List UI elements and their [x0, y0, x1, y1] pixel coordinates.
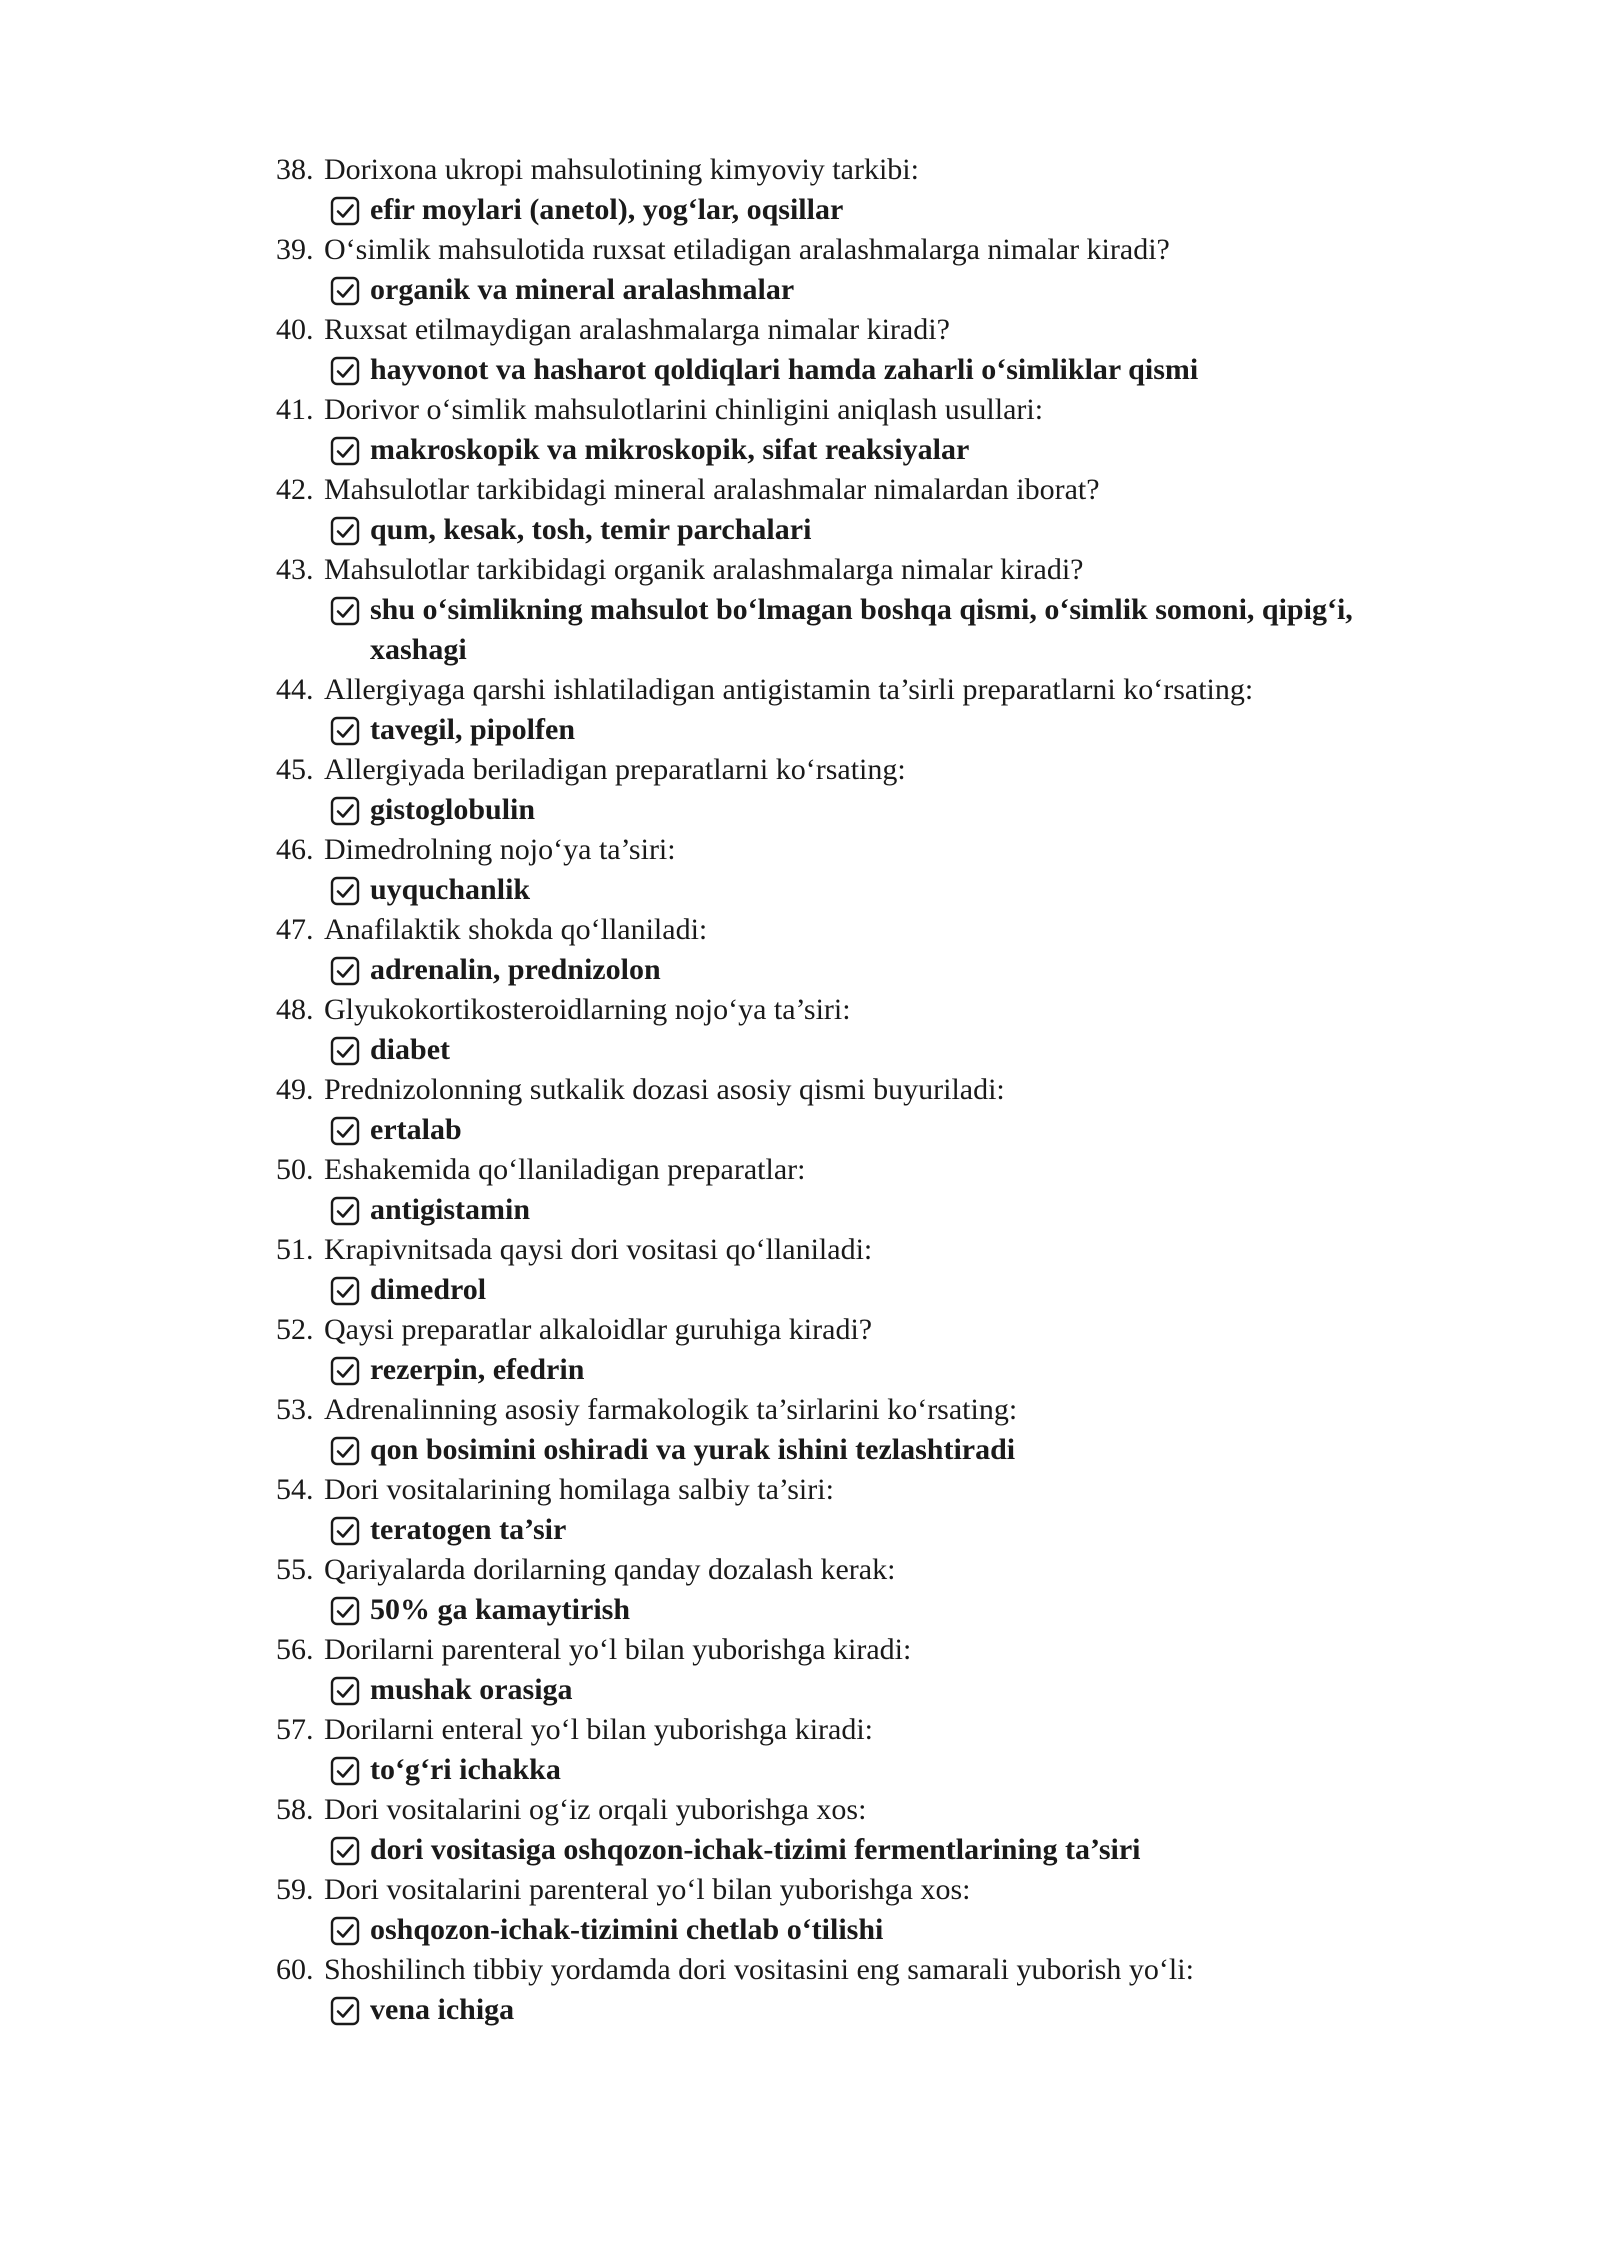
question-text: Dimedrolning nojo‘ya ta’siri:: [324, 833, 676, 866]
list-item: [0, 830, 1600, 910]
checked-checkbox-icon: [330, 1596, 360, 1626]
checked-checkbox-icon: [330, 196, 360, 226]
question-line: [0, 1470, 1600, 1510]
answer-line: [0, 1430, 1600, 1470]
question-text: Dori vositalarini og‘iz orqali yuborishga xos:: [324, 1793, 867, 1826]
question-text: Dorixona ukropi mahsulotining kimyoviy tarkibi:: [324, 153, 919, 186]
answer-line: [0, 1830, 1600, 1870]
answer-line: [0, 1110, 1600, 1150]
question-line: [0, 1230, 1600, 1270]
question-text: Dorilarni parenteral yo‘l bilan yuborishga kiradi:: [324, 1633, 912, 1666]
checked-checkbox-icon: [330, 716, 360, 746]
answer-line: [0, 1990, 1600, 2030]
question-number: 39.: [276, 233, 314, 266]
answer-text: vena ichiga: [370, 1993, 515, 2026]
checked-checkbox-icon: [330, 436, 360, 466]
question-line: [0, 230, 1600, 270]
list-item: [0, 470, 1600, 550]
answer-line: [0, 950, 1600, 990]
answer-text: shu o‘simlikning mahsulot bo‘lmagan boshqa qismi, o‘simlik somoni, qipig‘i, xashagi: [370, 593, 1353, 666]
question-line: [0, 1870, 1600, 1910]
question-number: 59.: [276, 1873, 314, 1906]
answer-line: [0, 1350, 1600, 1390]
list-item: [0, 1550, 1600, 1630]
answer-line: [0, 1670, 1600, 1710]
question-line: [0, 310, 1600, 350]
question-number: 47.: [276, 913, 314, 946]
question-line: [0, 550, 1600, 590]
question-text: Shoshilinch tibbiy yordamda dori vositasini eng samarali yuborish yo‘li:: [324, 1953, 1194, 1986]
answer-line: [0, 270, 1600, 310]
question-list: [0, 150, 1600, 2030]
checked-checkbox-icon: [330, 1196, 360, 1226]
answer-text: to‘g‘ri ichakka: [370, 1753, 561, 1786]
answer-text: organik va mineral aralashmalar: [370, 273, 795, 306]
question-text: Allergiyaga qarshi ishlatiladigan antigistamin ta’sirli preparatlarni ko‘rsating:: [324, 673, 1254, 706]
question-text: Dorilarni enteral yo‘l bilan yuborishga kiradi:: [324, 1713, 874, 1746]
question-number: 53.: [276, 1393, 314, 1426]
question-number: 49.: [276, 1073, 314, 1106]
question-line: [0, 910, 1600, 950]
question-number: 54.: [276, 1473, 314, 1506]
answer-line: [0, 790, 1600, 830]
question-text: Krapivnitsada qaysi dori vositasi qo‘llaniladi:: [324, 1233, 873, 1266]
question-line: [0, 390, 1600, 430]
question-line: [0, 1070, 1600, 1110]
question-line: [0, 1950, 1600, 1990]
question-number: 43.: [276, 553, 314, 586]
question-line: [0, 1630, 1600, 1670]
question-number: 45.: [276, 753, 314, 786]
answer-line: [0, 1190, 1600, 1230]
list-item: [0, 1390, 1600, 1470]
checked-checkbox-icon: [330, 596, 360, 626]
list-item: [0, 150, 1600, 230]
question-number: 58.: [276, 1793, 314, 1826]
question-number: 40.: [276, 313, 314, 346]
list-item: [0, 1230, 1600, 1310]
list-item: [0, 1470, 1600, 1550]
question-number: 46.: [276, 833, 314, 866]
question-line: [0, 1310, 1600, 1350]
list-item: [0, 1950, 1600, 2030]
question-number: 48.: [276, 993, 314, 1026]
list-item: [0, 1070, 1600, 1150]
answer-text: efir moylari (anetol), yog‘lar, oqsillar: [370, 193, 844, 226]
list-item: [0, 990, 1600, 1070]
checked-checkbox-icon: [330, 1036, 360, 1066]
answer-text: antigistamin: [370, 1193, 531, 1226]
question-line: [0, 1550, 1600, 1590]
question-line: [0, 750, 1600, 790]
answer-text: diabet: [370, 1033, 451, 1066]
checked-checkbox-icon: [330, 956, 360, 986]
answer-line: [0, 710, 1600, 750]
checked-checkbox-icon: [330, 1996, 360, 2026]
checked-checkbox-icon: [330, 796, 360, 826]
question-text: Anafilaktik shokda qo‘llaniladi:: [324, 913, 708, 946]
question-number: 60.: [276, 1953, 314, 1986]
list-item: [0, 1630, 1600, 1710]
answer-text: dimedrol: [370, 1273, 487, 1306]
question-line: [0, 470, 1600, 510]
list-item: [0, 750, 1600, 830]
question-line: [0, 1710, 1600, 1750]
checked-checkbox-icon: [330, 876, 360, 906]
list-item: [0, 1310, 1600, 1390]
question-text: Allergiyada beriladigan preparatlarni ko‘rsating:: [324, 753, 906, 786]
checked-checkbox-icon: [330, 1516, 360, 1546]
question-number: 57.: [276, 1713, 314, 1746]
checked-checkbox-icon: [330, 1916, 360, 1946]
question-number: 55.: [276, 1553, 314, 1586]
question-text: Ruxsat etilmaydigan aralashmalarga nimalar kiradi?: [324, 313, 950, 346]
question-text: Dori vositalarini parenteral yo‘l bilan yuborishga xos:: [324, 1873, 971, 1906]
answer-text: tavegil, pipolfen: [370, 713, 576, 746]
question-line: [0, 150, 1600, 190]
question-text: Dorivor o‘simlik mahsulotlarini chinligini aniqlash usullari:: [324, 393, 1044, 426]
answer-text: hayvonot va hasharot qoldiqlari hamda zaharli o‘simliklar qismi: [370, 353, 1199, 386]
checked-checkbox-icon: [330, 1116, 360, 1146]
answer-text: 50% ga kamaytirish: [370, 1593, 631, 1626]
answer-text: oshqozon-ichak-tizimini chetlab o‘tilishi: [370, 1913, 884, 1946]
question-line: [0, 830, 1600, 870]
answer-line: [0, 590, 1600, 670]
answer-text: qon bosimini oshiradi va yurak ishini tezlashtiradi: [370, 1433, 1016, 1466]
answer-text: uyquchanlik: [370, 873, 531, 906]
checked-checkbox-icon: [330, 276, 360, 306]
answer-line: [0, 1510, 1600, 1550]
answer-line: [0, 1910, 1600, 1950]
list-item: [0, 230, 1600, 310]
answer-text: qum, kesak, tosh, temir parchalari: [370, 513, 812, 546]
list-item: [0, 550, 1600, 670]
question-number: 41.: [276, 393, 314, 426]
question-number: 44.: [276, 673, 314, 706]
answer-line: [0, 430, 1600, 470]
question-text: Mahsulotlar tarkibidagi mineral aralashmalar nimalardan iborat?: [324, 473, 1100, 506]
question-line: [0, 990, 1600, 1030]
list-item: [0, 1790, 1600, 1870]
answer-line: [0, 350, 1600, 390]
answer-line: [0, 1590, 1600, 1630]
question-text: O‘simlik mahsulotida ruxsat etiladigan aralashmalarga nimalar kiradi?: [324, 233, 1170, 266]
checked-checkbox-icon: [330, 1676, 360, 1706]
question-line: [0, 1390, 1600, 1430]
question-number: 56.: [276, 1633, 314, 1666]
question-text: Qariyalarda dorilarning qanday dozalash kerak:: [324, 1553, 896, 1586]
checked-checkbox-icon: [330, 1436, 360, 1466]
answer-text: gistoglobulin: [370, 793, 536, 826]
answer-text: dori vositasiga oshqozon-ichak-tizimi fermentlarining ta’siri: [370, 1833, 1141, 1866]
question-text: Glyukokortikosteroidlarning nojo‘ya ta’siri:: [324, 993, 851, 1026]
question-number: 52.: [276, 1313, 314, 1346]
question-text: Prednizolonning sutkalik dozasi asosiy qismi buyuriladi:: [324, 1073, 1005, 1106]
answer-text: adrenalin, prednizolon: [370, 953, 661, 986]
list-item: [0, 310, 1600, 390]
question-number: 42.: [276, 473, 314, 506]
list-item: [0, 390, 1600, 470]
answer-text: rezerpin, efedrin: [370, 1353, 585, 1386]
checked-checkbox-icon: [330, 1276, 360, 1306]
list-item: [0, 1710, 1600, 1790]
answer-line: [0, 510, 1600, 550]
question-number: 50.: [276, 1153, 314, 1186]
list-item: [0, 910, 1600, 990]
answer-line: [0, 1270, 1600, 1310]
answer-line: [0, 190, 1600, 230]
answer-line: [0, 1030, 1600, 1070]
question-text: Eshakemida qo‘llaniladigan preparatlar:: [324, 1153, 806, 1186]
question-text: Qaysi preparatlar alkaloidlar guruhiga kiradi?: [324, 1313, 873, 1346]
question-number: 51.: [276, 1233, 314, 1266]
answer-line: [0, 1750, 1600, 1790]
checked-checkbox-icon: [330, 1356, 360, 1386]
list-item: [0, 1870, 1600, 1950]
checked-checkbox-icon: [330, 1836, 360, 1866]
checked-checkbox-icon: [330, 516, 360, 546]
question-number: 38.: [276, 153, 314, 186]
answer-text: makroskopik va mikroskopik, sifat reaksiyalar: [370, 433, 970, 466]
list-item: [0, 670, 1600, 750]
answer-text: teratogen ta’sir: [370, 1513, 567, 1546]
question-line: [0, 1150, 1600, 1190]
answer-line: [0, 870, 1600, 910]
answer-text: mushak orasiga: [370, 1673, 573, 1706]
question-line: [0, 670, 1600, 710]
question-text: Dori vositalarining homilaga salbiy ta’siri:: [324, 1473, 834, 1506]
checked-checkbox-icon: [330, 1756, 360, 1786]
question-line: [0, 1790, 1600, 1830]
question-text: Adrenalinning asosiy farmakologik ta’sirlarini ko‘rsating:: [324, 1393, 1018, 1426]
checked-checkbox-icon: [330, 356, 360, 386]
answer-text: ertalab: [370, 1113, 462, 1146]
list-item: [0, 1150, 1600, 1230]
question-text: Mahsulotlar tarkibidagi organik aralashmalarga nimalar kiradi?: [324, 553, 1084, 586]
